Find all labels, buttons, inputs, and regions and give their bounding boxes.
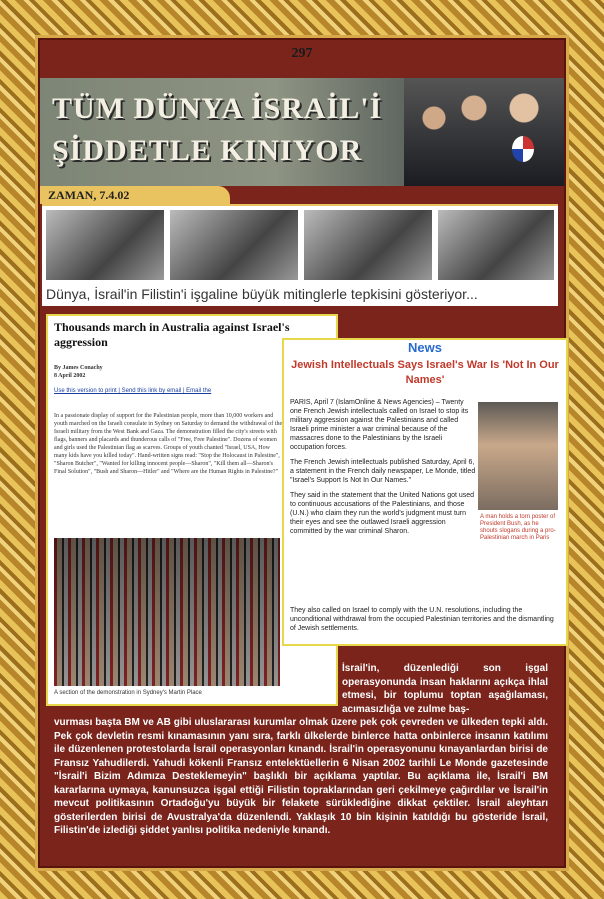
- clipping-photo: [170, 210, 298, 280]
- paragraph: The French Jewish intellectuals published Saturday, April 6, a statement in the French daily newspaper, Le Monde, titled "Israel's Support Is Not In Our Names.": [290, 459, 476, 484]
- article-date: 8 April 2002: [54, 373, 86, 379]
- clipping-photo: [438, 210, 554, 280]
- page-title: [52, 88, 382, 172]
- news-section-label: News: [408, 340, 442, 355]
- article-title: Thousands march in Australia against Israel's aggression: [54, 320, 290, 349]
- paragraph: They said in the statement that the United Nations got used to continuous accusations of the Palestinians, and those (U.N.) who claim they run the world's judgment must turn their eyes and see the outlawed Israeli aggression committed by the war criminal Sharon.: [290, 492, 475, 535]
- body-text-main: vurması başta BM ve AB gibi uluslararası kurumlar olmak üzere pek çok çevreden ve ülkeden tepki aldı. Pek çok devletin resmi kınamasının yanı sıra, farklı ülkelerde binlerce hatta onbinlerce insanın katılımı ile düzenlenen protestolarda İsrail operasyonları kınandı. İsrail'in operasyonunu kınayanlardan birisi de Fransız Yahudilerdi. Yahudi kökenli Fransız entelektüellerin 6 Nisan 2002 tarihli Le Monde gazetesinde "İsrail'i Bizim Adımıza Desteklemeyin" başlıklı bir açıklama yaptılar. Bu açıklama ile, İsrail'i BM kararlarına uymaya, kanunsuzca işgal ettiği Filistin topraklarından geri çekilmeye çağırdılar ve İsrail'in mevcut politikasının Ortadoğu'yu büyük bir felakete sürüklediğine dikkat çektiler. İsrail aleyhtarı gösterilerden birisi de Avustralya'da düzenlendi. Yaklaşık 10 bin kişinin katıldığı bu gösteride İsrail, Filistin'de izlediği şiddet yanlısı politika nedeniyle kınandı.: [54, 717, 548, 836]
- title-line-2: ŞİDDETLE KINIYOR: [52, 134, 363, 167]
- poster-photo: [478, 402, 558, 510]
- body-text-intro: İsrail'in, düzenlediği son işgal operasyonunda insan haklarını açıkça ihlal etmesi, bir toplumu toptan aşağılaması, acımasızlığa ve zulme baş-: [342, 663, 548, 715]
- article-title: Jewish Intellectuals Says Israel's War Is 'Not In Our Names': [291, 359, 559, 386]
- clipping-photo: [46, 210, 164, 280]
- article-links[interactable]: Use this version to print | Send this link by email | Email the: [54, 388, 212, 394]
- clipping-photo: [304, 210, 432, 280]
- photo-caption: A section of the demonstration in Sydney's Martin Place: [54, 690, 202, 696]
- paragraph: PARIS, April 7 (IslamOnline & News Agencies) – Twenty one French Jewish intellectuals called on Israel to stop its military aggression against the Palestinians and called Israeli prime minister a war criminal because of the massacres done to the Palestinians by the Israeli occupation forces.: [290, 399, 469, 451]
- headline-banner: [40, 78, 564, 186]
- author: By James Conachy: [54, 365, 103, 371]
- article-body: [290, 398, 476, 542]
- paragraph: They also called on Israel to comply with the U.N. resolutions, including the unconditional withdrawal from the occupied Palestinian territories and the dismantling of Jewish settlements.: [290, 607, 554, 632]
- source-label: ZAMAN, 7.4.02: [48, 188, 130, 202]
- clipping-caption: Dünya, İsrail'in Filistin'i işgaline büyük mitinglerle tepkisini gösteriyor...: [46, 286, 478, 302]
- page-number: 297: [291, 46, 313, 61]
- protest-photo: [404, 78, 564, 186]
- title-line-1: TÜM DÜNYA İSRAİL'İ: [52, 92, 383, 125]
- article-body: In a passionate display of support for the Palestinian people, more than 10,000 workers and youth marched on the Israeli consulate in Sydney on Saturday to demand the withdrawal of the Israeli military from the West Bank and Gaza. The demonstration filled the city's streets with flags, banners and placards and thunderous calls of "Free, Free Palestine". Dozens of women and girls used the Palestinian flag as scarves. Groups of youth chanted "Israel, USA, How many kids have you killed today". Hand-written signs read: "Stop the Holocaust in Palestine", "Sharon Butcher", "Wanted for killing innocent people—Sharon", "Kill them all—Sharon's Final Solution", "Bush and Sharon—Hitler" and "Where are the Human Rights in Palestine?": [54, 413, 283, 475]
- article-jewish-intellectuals: [282, 338, 568, 646]
- flag-badge-icon: [512, 136, 534, 162]
- newspaper-clipping: [42, 204, 558, 306]
- photo-caption: A man holds a torn poster of President Bush, as he shouts slogans during a pro-Palestinian march in Paris: [480, 514, 556, 541]
- article-byline: [54, 364, 103, 380]
- demonstration-photo: [54, 538, 280, 686]
